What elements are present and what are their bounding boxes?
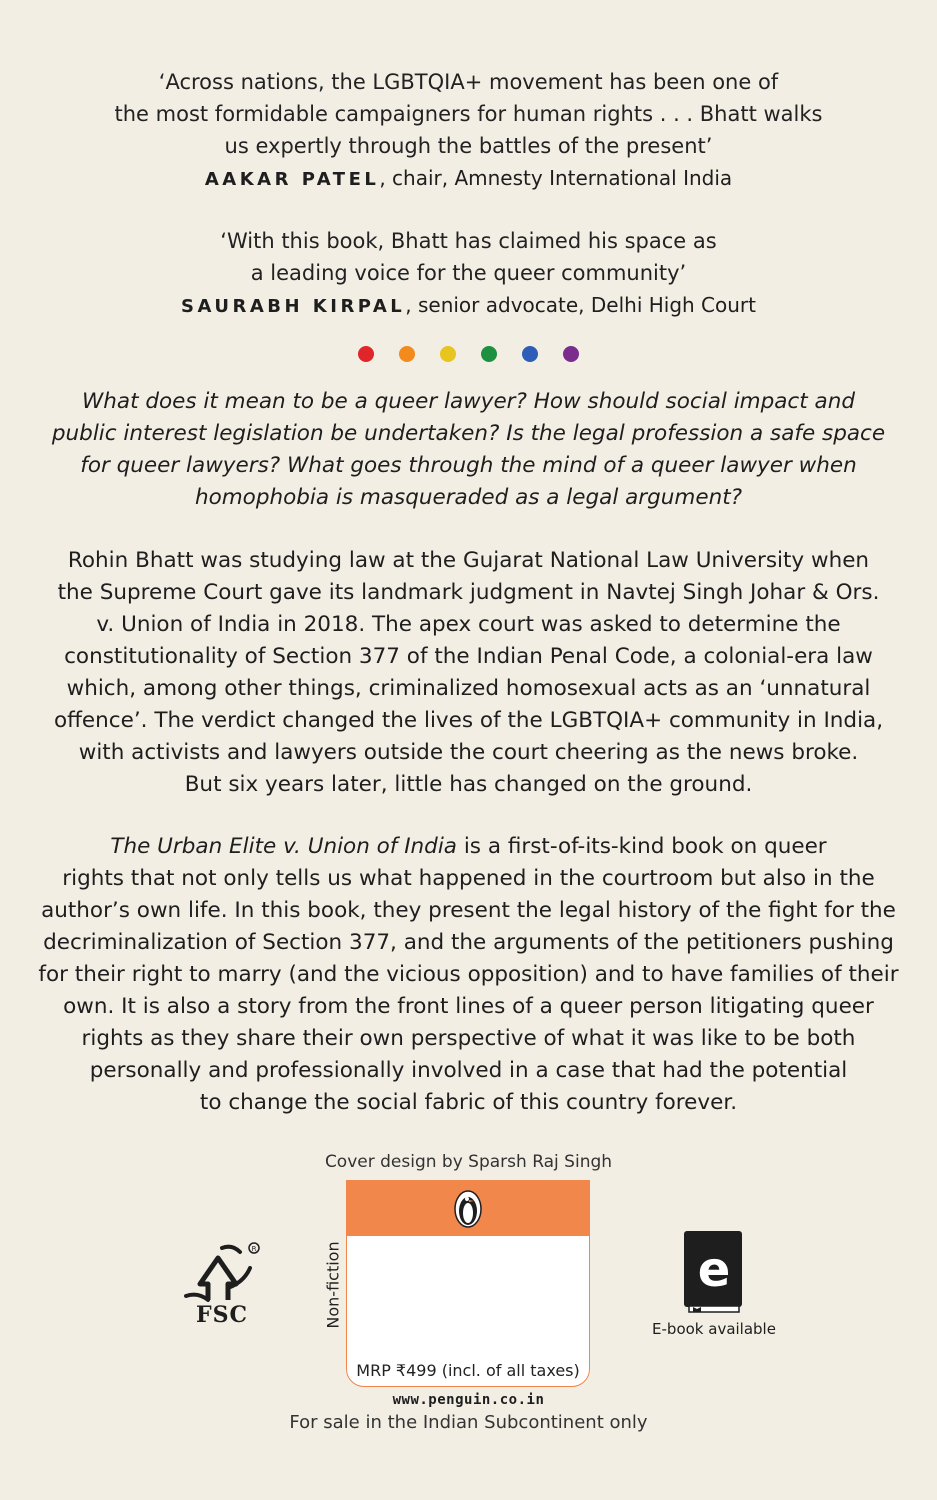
blurb-paragraph-2 (0, 831, 937, 1119)
paragraph-line-rest: is a first-of-its-kind book on queer (456, 834, 827, 859)
quote-2-author: SAURABH KIRPAL (181, 296, 406, 317)
blurb-questions (0, 386, 937, 514)
price-box (346, 1180, 590, 1387)
sale-region-note: For sale in the Indian Subcontinent only (289, 1412, 648, 1433)
svg-text:e: e (697, 1242, 731, 1298)
blue-dot-icon (522, 346, 538, 362)
question-line: homophobia is masqueraded as a legal argument? (194, 485, 743, 510)
quote-1-attribution (0, 163, 937, 195)
ebook-label: E-book available (652, 1320, 776, 1338)
paragraph-line: rights as they share their own perspective of what it was like to be both (81, 1026, 856, 1051)
paragraph-line: constitutionality of Section 377 of the Indian Penal Code, a colonial-era law (64, 644, 873, 669)
paragraph-line: author’s own life. In this book, they present the legal history of the fight for the (41, 898, 896, 923)
question-line: public interest legislation be undertaken? Is the legal profession a safe space (51, 421, 886, 446)
quote-2-attribution (0, 290, 937, 322)
price-label: MRP ₹499 (incl. of all taxes) (356, 1361, 580, 1380)
quote-1 (0, 66, 937, 162)
ebook-icon (683, 1230, 745, 1314)
paragraph-line: decriminalization of Section 377, and the arguments of the petitioners pushing (43, 930, 894, 955)
fsc-label: FSC (195, 1302, 249, 1328)
paragraph-line: own. It is also a story from the front lines of a queer person litigating queer (63, 994, 874, 1019)
genre-label: Non-fiction (323, 1241, 343, 1329)
quote-1-line: ‘Across nations, the LGBTQIA+ movement has been one of (158, 70, 779, 94)
publisher-website: www.penguin.co.in (392, 1392, 545, 1408)
quote-1-line: the most formidable campaigners for human rights . . . Bhatt walks (114, 102, 823, 126)
rainbow-dots (358, 346, 579, 362)
quote-1-author: AAKAR PATEL (204, 169, 380, 190)
red-dot-icon (358, 346, 374, 362)
paragraph-line: which, among other things, criminalized homosexual acts as an ‘unnatural (66, 676, 871, 701)
cover-credit: Cover design by Sparsh Raj Singh (324, 1152, 613, 1172)
quote-2 (0, 225, 937, 289)
paragraph-line: to change the social fabric of this country forever. (199, 1090, 738, 1115)
purple-dot-icon (563, 346, 579, 362)
penguin-logo-icon (453, 1189, 483, 1229)
green-dot-icon (481, 346, 497, 362)
paragraph-line: offence’. The verdict changed the lives of the LGBTQIA+ community in India, (53, 708, 884, 733)
paragraph-line: with activists and lawyers outside the court cheering as the news broke. (78, 740, 859, 765)
quote-2-line: ‘With this book, Bhatt has claimed his space as (220, 229, 717, 253)
paragraph-line: But six years later, little has changed on the ground. (184, 772, 753, 797)
quote-2-role: , senior advocate, Delhi High Court (405, 293, 756, 317)
yellow-dot-icon (440, 346, 456, 362)
price-box-header (347, 1181, 589, 1236)
book-title: The Urban Elite v. Union of India (110, 834, 457, 859)
paragraph-line: v. Union of India in 2018. The apex court was asked to determine the (96, 612, 841, 637)
paragraph-line: for their right to marry (and the vicious opposition) and to have families of their (38, 962, 899, 987)
orange-dot-icon (399, 346, 415, 362)
question-line: for queer lawyers? What goes through the mind of a queer lawyer when (80, 453, 857, 478)
paragraph-line: the Supreme Court gave its landmark judgment in Navtej Singh Johar & Ors. (57, 580, 880, 605)
quote-2-line: a leading voice for the queer community’ (250, 261, 687, 285)
quote-1-line: us expertly through the battles of the present’ (224, 134, 713, 158)
blurb-paragraph-1 (0, 545, 937, 801)
quote-1-role: , chair, Amnesty International India (379, 166, 733, 190)
paragraph-line: personally and professionally involved in a case that had the potential (89, 1058, 848, 1083)
paragraph-line: Rohin Bhatt was studying law at the Gujarat National Law University when (67, 548, 870, 573)
paragraph-line (0, 831, 937, 863)
svg-text:R: R (251, 1245, 257, 1253)
paragraph-line: rights that not only tells us what happened in the courtroom but also in the (62, 866, 875, 891)
question-line: What does it mean to be a queer lawyer? How should social impact and (82, 389, 855, 414)
